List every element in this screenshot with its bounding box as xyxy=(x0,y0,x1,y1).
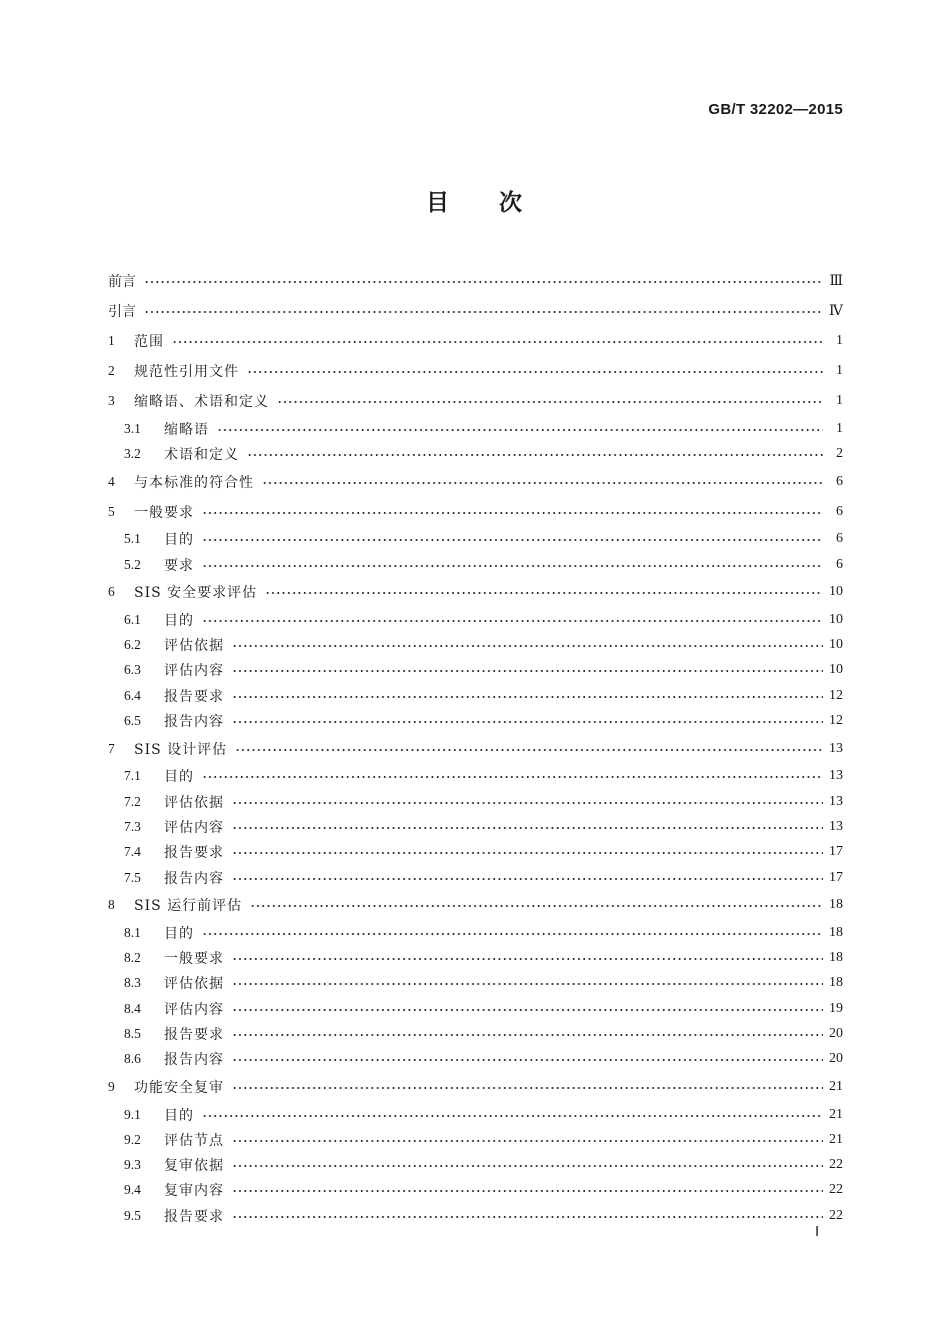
toc-entry-label: 目的 xyxy=(164,769,194,786)
toc-entry-number: 7.5 xyxy=(124,869,141,885)
dot-leader xyxy=(232,878,823,880)
toc-entry[interactable] xyxy=(108,789,843,814)
toc-entry[interactable] xyxy=(108,326,843,356)
toc-entry-number: 7.1 xyxy=(124,768,141,784)
dot-leader xyxy=(232,1165,823,1167)
toc-entry-page: 18 xyxy=(829,924,843,940)
toc-entry-page: 10 xyxy=(829,662,843,678)
dot-leader xyxy=(232,1140,823,1142)
toc-entry-number: 8.6 xyxy=(124,1051,141,1067)
dot-leader xyxy=(232,983,823,985)
toc-entry-number: 8.5 xyxy=(124,1025,141,1041)
toc-entry-label: 范围 xyxy=(134,334,164,350)
toc-entry-label: 报告内容 xyxy=(164,1052,224,1069)
toc-entry-number: 2 xyxy=(108,363,115,378)
toc-entry-page: 10 xyxy=(829,611,843,627)
toc-entry-number: 9 xyxy=(108,1078,115,1094)
toc-entry-label: 目的 xyxy=(164,612,194,629)
toc-entry-number: 3.2 xyxy=(124,445,141,461)
toc-entry-number: 7.2 xyxy=(124,793,141,809)
dot-leader xyxy=(202,539,823,541)
toc-entry[interactable] xyxy=(108,683,843,708)
toc-entry-label: SIS 安全要求评估 xyxy=(134,585,258,602)
toc-entry-number: 8.2 xyxy=(124,950,141,966)
toc-entry-label: 报告要求 xyxy=(164,845,224,862)
toc-entry-label: 评估依据 xyxy=(164,976,224,993)
toc-entry-page: 6 xyxy=(836,473,843,489)
dot-leader xyxy=(277,401,823,403)
toc-entry-page: 12 xyxy=(829,687,843,703)
toc-entry-page: 20 xyxy=(829,1025,843,1041)
toc-entry-page: 21 xyxy=(829,1078,843,1094)
toc-entry-label: 评估内容 xyxy=(164,1001,224,1018)
toc-entry[interactable] xyxy=(108,996,843,1021)
toc-entry-page: 22 xyxy=(829,1157,843,1173)
toc-entry-label: 目的 xyxy=(164,1107,194,1124)
dot-leader xyxy=(232,696,823,698)
toc-entry[interactable] xyxy=(108,527,843,552)
toc-entry-page: 1 xyxy=(836,420,843,436)
toc-entry-page: 13 xyxy=(829,768,843,784)
toc-entry[interactable] xyxy=(108,764,843,789)
dot-leader xyxy=(235,749,823,751)
toc-entry-label: 缩略语 xyxy=(164,421,209,438)
toc-entry-number: 5.2 xyxy=(124,556,141,572)
toc-entry[interactable] xyxy=(108,971,843,996)
toc-entry[interactable] xyxy=(108,1203,843,1228)
toc-entry[interactable] xyxy=(108,1102,843,1127)
toc-entry-number: 9.2 xyxy=(124,1131,141,1147)
toc-entry-page: 1 xyxy=(836,363,843,378)
dot-leader xyxy=(247,371,823,373)
dot-leader xyxy=(247,454,823,456)
toc-entry-label: 缩略语、术语和定义 xyxy=(134,394,269,410)
toc-entry-number: 8.3 xyxy=(124,975,141,991)
dot-leader xyxy=(250,905,823,907)
dot-leader xyxy=(232,1190,823,1192)
title-part-1: 目 xyxy=(426,189,451,216)
toc-entry-label: 目的 xyxy=(164,532,194,549)
toc-entry-number: 6.1 xyxy=(124,611,141,627)
toc-entry-label: 复审内容 xyxy=(164,1183,224,1200)
toc-entry-number: 5 xyxy=(108,503,115,519)
toc-entry-label: 一般要求 xyxy=(134,504,194,521)
toc-entry[interactable] xyxy=(108,734,843,764)
toc-entry-page: 6 xyxy=(836,503,843,519)
toc-entry-label: 评估依据 xyxy=(164,794,224,811)
toc-entry-page: 13 xyxy=(829,818,843,834)
toc-entry-page: 10 xyxy=(829,584,843,600)
toc-entry[interactable] xyxy=(108,840,843,865)
toc-entry[interactable] xyxy=(108,1127,843,1152)
toc-entry[interactable] xyxy=(108,356,843,386)
dot-leader xyxy=(232,802,823,804)
toc-entry-label: 要求 xyxy=(164,557,194,574)
toc-entry[interactable] xyxy=(108,577,843,607)
toc-entry-label: 报告内容 xyxy=(164,714,224,731)
toc-entry-label: 功能安全复审 xyxy=(134,1079,224,1096)
toc-entry[interactable] xyxy=(108,467,843,497)
toc-entry-page: 2 xyxy=(836,445,843,461)
toc-entry-page: 22 xyxy=(829,1182,843,1198)
toc-entry-number: 3.1 xyxy=(124,420,141,436)
toc-entry-page: 13 xyxy=(829,740,843,756)
toc-entry[interactable] xyxy=(108,920,843,945)
toc-entry[interactable] xyxy=(108,266,843,296)
toc-entry[interactable] xyxy=(108,945,843,970)
toc-entry[interactable] xyxy=(108,814,843,839)
toc-entry[interactable] xyxy=(108,865,843,890)
dot-leader xyxy=(217,429,823,431)
toc-entry-label: 评估节点 xyxy=(164,1132,224,1149)
toc-entry-page: 1 xyxy=(836,333,843,348)
toc-entry-label: 评估内容 xyxy=(164,819,224,836)
toc-entry-label: 目的 xyxy=(164,925,194,942)
dot-leader xyxy=(232,721,823,723)
toc-entry[interactable] xyxy=(108,441,843,466)
toc-entry-page: 18 xyxy=(829,950,843,966)
toc-entry-label: 报告内容 xyxy=(164,870,224,887)
toc-entry[interactable] xyxy=(108,386,843,416)
toc-entry-label: SIS 运行前评估 xyxy=(134,898,243,915)
dot-leader xyxy=(232,645,823,647)
dot-leader xyxy=(202,620,823,622)
toc-entry-number: 8.4 xyxy=(124,1000,141,1016)
toc-entry-page: 13 xyxy=(829,793,843,809)
toc-entry-label: 评估内容 xyxy=(164,663,224,680)
dot-leader xyxy=(232,1087,823,1089)
toc-entry-page: Ⅲ xyxy=(829,273,843,289)
toc-entry[interactable] xyxy=(108,1072,843,1102)
toc-entry[interactable] xyxy=(108,607,843,632)
toc-entry-number: 1 xyxy=(108,333,115,348)
toc-entry[interactable] xyxy=(108,497,843,527)
dot-leader xyxy=(232,1009,823,1011)
table-of-contents xyxy=(108,266,843,1228)
toc-entry-page: 21 xyxy=(829,1106,843,1122)
toc-entry-number: 9.3 xyxy=(124,1157,141,1173)
dot-leader xyxy=(232,670,823,672)
dot-leader xyxy=(232,827,823,829)
dot-leader xyxy=(144,311,823,313)
toc-entry-number: 4 xyxy=(108,473,115,489)
toc-entry-page: 17 xyxy=(829,844,843,860)
toc-entry-page: 21 xyxy=(829,1131,843,1147)
dot-leader xyxy=(262,482,823,484)
toc-entry-number: 8.1 xyxy=(124,924,141,940)
toc-entry-number: 9.1 xyxy=(124,1106,141,1122)
toc-entry[interactable] xyxy=(108,552,843,577)
dot-leader xyxy=(172,341,823,343)
toc-entry[interactable] xyxy=(108,1047,843,1072)
dot-leader xyxy=(232,1216,823,1218)
dot-leader xyxy=(232,852,823,854)
dot-leader xyxy=(202,512,823,514)
toc-entry-page: 18 xyxy=(829,975,843,991)
toc-entry-label: 复审依据 xyxy=(164,1158,224,1175)
toc-entry-page: 19 xyxy=(829,1000,843,1016)
toc-entry-page: 10 xyxy=(829,637,843,653)
toc-entry-page: Ⅳ xyxy=(829,303,843,319)
dot-leader xyxy=(265,592,823,594)
toc-entry[interactable] xyxy=(108,890,843,920)
toc-entry-label: 引言 xyxy=(108,304,136,320)
toc-entry[interactable] xyxy=(108,708,843,733)
toc-entry-label: 前言 xyxy=(108,274,136,290)
toc-entry-number: 9.4 xyxy=(124,1182,141,1198)
toc-entry-label: 术语和定义 xyxy=(164,446,239,463)
toc-entry-number: 3 xyxy=(108,393,115,408)
toc-entry-label: 报告要求 xyxy=(164,1208,224,1225)
dot-leader xyxy=(202,565,823,567)
toc-entry-number: 6.2 xyxy=(124,637,141,653)
toc-entry[interactable] xyxy=(108,1021,843,1046)
toc-entry-page: 17 xyxy=(829,869,843,885)
toc-entry-label: SIS 设计评估 xyxy=(134,741,228,758)
standard-code: GB/T 32202—2015 xyxy=(708,101,843,118)
toc-entry-page: 20 xyxy=(829,1051,843,1067)
dot-leader xyxy=(232,1059,823,1061)
toc-entry-page: 18 xyxy=(829,897,843,913)
toc-entry-label: 报告要求 xyxy=(164,1026,224,1043)
toc-entry-page: 6 xyxy=(836,531,843,547)
toc-entry-number: 8 xyxy=(108,897,115,913)
toc-entry-number: 7 xyxy=(108,740,115,756)
dot-leader xyxy=(202,776,823,778)
page-title xyxy=(0,184,950,217)
dot-leader xyxy=(202,933,823,935)
toc-entry-label: 报告要求 xyxy=(164,688,224,705)
toc-entry-label: 与本标准的符合性 xyxy=(134,474,254,491)
toc-entry-page: 12 xyxy=(829,713,843,729)
toc-entry-page: 1 xyxy=(836,393,843,408)
toc-entry[interactable] xyxy=(108,1178,843,1203)
toc-entry-number: 7.3 xyxy=(124,818,141,834)
toc-entry-number: 6.4 xyxy=(124,687,141,703)
toc-entry-number: 5.1 xyxy=(124,531,141,547)
toc-entry[interactable] xyxy=(108,296,843,326)
dot-leader xyxy=(202,1115,823,1117)
toc-entry[interactable] xyxy=(108,632,843,657)
toc-entry[interactable] xyxy=(108,416,843,441)
dot-leader xyxy=(144,281,823,283)
toc-entry-number: 6.5 xyxy=(124,713,141,729)
title-part-2: 次 xyxy=(499,189,524,216)
toc-entry-number: 7.4 xyxy=(124,844,141,860)
toc-entry-number: 6 xyxy=(108,584,115,600)
toc-entry[interactable] xyxy=(108,1153,843,1178)
toc-entry[interactable] xyxy=(108,658,843,683)
toc-entry-label: 一般要求 xyxy=(164,951,224,968)
toc-entry-number: 9.5 xyxy=(124,1207,141,1223)
toc-entry-page: 6 xyxy=(836,556,843,572)
toc-entry-number: 6.3 xyxy=(124,662,141,678)
dot-leader xyxy=(232,958,823,960)
toc-entry-label: 规范性引用文件 xyxy=(134,364,239,380)
toc-entry-label: 评估依据 xyxy=(164,638,224,655)
toc-entry-page: 22 xyxy=(829,1207,843,1223)
dot-leader xyxy=(232,1034,823,1036)
footer-page-number: Ⅰ xyxy=(815,1225,820,1240)
